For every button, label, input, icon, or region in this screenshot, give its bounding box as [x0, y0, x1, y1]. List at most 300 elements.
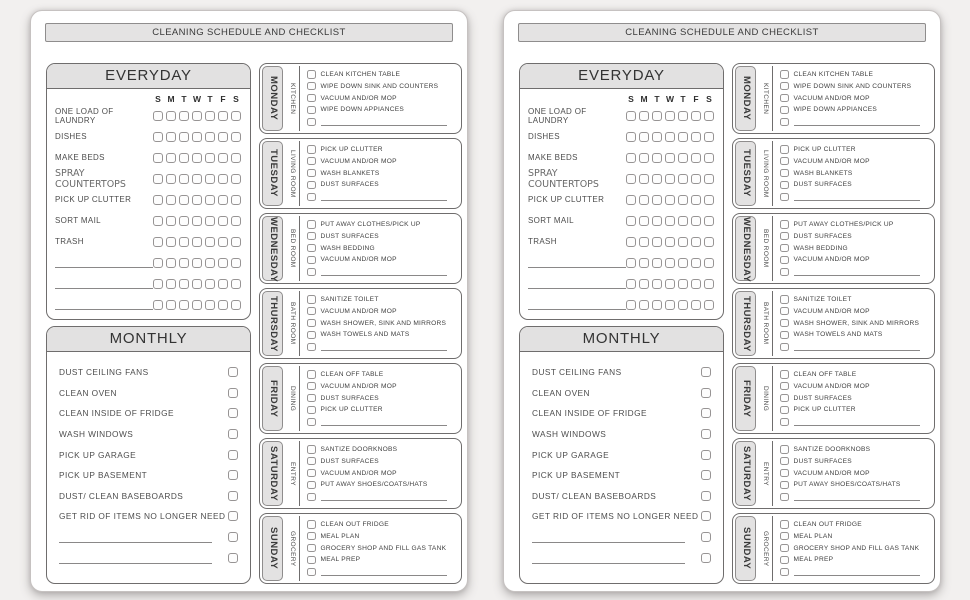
checkbox[interactable]: [678, 174, 688, 184]
checkbox[interactable]: [701, 388, 711, 398]
checkbox[interactable]: [153, 153, 163, 163]
checkbox[interactable]: [780, 157, 789, 166]
checkbox[interactable]: [626, 195, 636, 205]
checkbox[interactable]: [626, 174, 636, 184]
checkbox[interactable]: [192, 132, 202, 142]
room-label: BED ROOM: [757, 216, 773, 281]
day-task-row: [780, 267, 926, 278]
checkbox[interactable]: [780, 295, 789, 304]
day-task-label: MEAL PLAN: [793, 532, 833, 540]
checkbox[interactable]: [231, 153, 241, 163]
checkbox[interactable]: [678, 153, 688, 163]
weekday-initial: F: [220, 93, 226, 104]
checkbox[interactable]: [231, 174, 241, 184]
everyday-task-label: DISHES: [55, 132, 87, 141]
checkbox[interactable]: [166, 174, 176, 184]
write-in-line: [55, 300, 153, 310]
day-task-row: [307, 468, 453, 479]
checkbox[interactable]: [307, 343, 316, 352]
checkbox[interactable]: [307, 520, 316, 529]
checkbox[interactable]: [231, 237, 241, 247]
day-task-row: [307, 219, 453, 230]
checkbox[interactable]: [780, 382, 789, 391]
checkbox[interactable]: [665, 153, 675, 163]
checkbox[interactable]: [205, 111, 215, 121]
checkbox[interactable]: [678, 111, 688, 121]
weekly-column: [732, 63, 935, 584]
checkbox[interactable]: [701, 511, 711, 521]
checkbox[interactable]: [639, 195, 649, 205]
checkbox[interactable]: [780, 331, 789, 340]
checkbox[interactable]: [678, 279, 688, 289]
checkbox[interactable]: [307, 232, 316, 241]
checkbox[interactable]: [307, 307, 316, 316]
checkbox[interactable]: [228, 470, 238, 480]
day-task-row: [307, 519, 453, 530]
checkbox[interactable]: [179, 216, 189, 226]
checkbox[interactable]: [307, 406, 316, 415]
checkbox[interactable]: [701, 408, 711, 418]
checkbox[interactable]: [228, 367, 238, 377]
checkbox[interactable]: [192, 258, 202, 268]
checkbox[interactable]: [704, 300, 714, 310]
checkbox[interactable]: [153, 300, 163, 310]
checkbox[interactable]: [691, 300, 701, 310]
checkbox[interactable]: [307, 157, 316, 166]
checkbox[interactable]: [678, 300, 688, 310]
checkbox[interactable]: [307, 268, 316, 277]
checkbox[interactable]: [205, 216, 215, 226]
checkbox[interactable]: [704, 153, 714, 163]
checkbox[interactable]: [639, 300, 649, 310]
checkbox[interactable]: [701, 470, 711, 480]
checkbox[interactable]: [307, 244, 316, 253]
checkbox[interactable]: [780, 106, 789, 115]
checkbox[interactable]: [205, 279, 215, 289]
checkbox[interactable]: [780, 193, 789, 202]
day-task-label: MEAL PLAN: [320, 532, 360, 540]
checkbox[interactable]: [192, 195, 202, 205]
checkbox[interactable]: [231, 300, 241, 310]
checkbox[interactable]: [780, 370, 789, 379]
checkbox[interactable]: [307, 469, 316, 478]
checkbox[interactable]: [639, 279, 649, 289]
checkbox[interactable]: [179, 132, 189, 142]
checkbox[interactable]: [639, 258, 649, 268]
day-task-row: [307, 180, 453, 191]
checkbox[interactable]: [665, 132, 675, 142]
day-task-label: DUST SURFACES: [320, 394, 379, 402]
day-task-row: [780, 405, 926, 416]
page-columns: [46, 63, 462, 584]
checkbox[interactable]: [166, 111, 176, 121]
day-task-row: [780, 369, 926, 380]
checkbox[interactable]: [780, 520, 789, 529]
checkbox[interactable]: [192, 111, 202, 121]
checkbox[interactable]: [652, 279, 662, 289]
checkbox[interactable]: [205, 174, 215, 184]
checkbox[interactable]: [192, 153, 202, 163]
checkbox[interactable]: [780, 244, 789, 253]
checkbox[interactable]: [704, 111, 714, 121]
page-title: CLEANING SCHEDULE AND CHECKLIST: [518, 23, 926, 42]
checkbox[interactable]: [179, 237, 189, 247]
checkbox[interactable]: [780, 556, 789, 565]
day-task-label: GROCERY SHOP AND FILL GAS TANK: [793, 544, 920, 552]
checkbox[interactable]: [780, 70, 789, 79]
checkbox[interactable]: [153, 195, 163, 205]
day-task-row: [307, 543, 453, 554]
checkbox[interactable]: [780, 469, 789, 478]
checkbox[interactable]: [780, 493, 789, 502]
checkbox[interactable]: [307, 220, 316, 229]
checkbox[interactable]: [218, 132, 228, 142]
day-name-tab: FRIDAY: [735, 366, 756, 431]
checkbox[interactable]: [691, 111, 701, 121]
checkbox[interactable]: [228, 450, 238, 460]
monthly-task-row: [532, 444, 711, 465]
checkbox[interactable]: [704, 132, 714, 142]
checkbox[interactable]: [153, 216, 163, 226]
everyday-task-label: TRASH: [55, 237, 84, 246]
checkbox[interactable]: [665, 300, 675, 310]
checkbox[interactable]: [704, 279, 714, 289]
day-name-tab: SUNDAY: [262, 516, 283, 581]
checkbox[interactable]: [652, 237, 662, 247]
checkbox[interactable]: [307, 445, 316, 454]
checkbox[interactable]: [780, 568, 789, 577]
checkbox[interactable]: [704, 174, 714, 184]
checkbox[interactable]: [691, 216, 701, 226]
checkbox[interactable]: [665, 237, 675, 247]
checkbox[interactable]: [626, 132, 636, 142]
checkbox[interactable]: [166, 195, 176, 205]
checkbox[interactable]: [228, 429, 238, 439]
checkbox[interactable]: [701, 553, 711, 563]
checkbox[interactable]: [678, 258, 688, 268]
checkbox[interactable]: [780, 268, 789, 277]
day-block: [732, 63, 935, 134]
day-task-row: [780, 231, 926, 242]
everyday-task-row: [528, 210, 714, 231]
checkbox[interactable]: [780, 445, 789, 454]
everyday-task-label: MAKE BEDS: [528, 153, 578, 162]
checkbox[interactable]: [205, 132, 215, 142]
checkbox[interactable]: [691, 279, 701, 289]
monthly-task-row: [532, 527, 711, 548]
checkbox[interactable]: [665, 174, 675, 184]
checkbox[interactable]: [307, 370, 316, 379]
checkbox[interactable]: [639, 132, 649, 142]
checkbox[interactable]: [228, 408, 238, 418]
checkbox[interactable]: [179, 153, 189, 163]
day-task-label: VACUUM AND/OR MOP: [320, 256, 397, 264]
checkbox[interactable]: [639, 237, 649, 247]
checkbox[interactable]: [192, 174, 202, 184]
checkbox[interactable]: [307, 106, 316, 115]
checkbox[interactable]: [639, 216, 649, 226]
checkbox[interactable]: [780, 394, 789, 403]
checkbox[interactable]: [678, 132, 688, 142]
checkbox[interactable]: [704, 237, 714, 247]
checkbox[interactable]: [205, 153, 215, 163]
checkbox[interactable]: [780, 406, 789, 415]
checkbox[interactable]: [231, 216, 241, 226]
checkbox[interactable]: [626, 258, 636, 268]
checkbox[interactable]: [153, 279, 163, 289]
checkbox[interactable]: [307, 493, 316, 502]
checkbox[interactable]: [179, 300, 189, 310]
checkbox[interactable]: [153, 237, 163, 247]
checkbox[interactable]: [652, 300, 662, 310]
checkbox[interactable]: [665, 258, 675, 268]
checkbox[interactable]: [307, 568, 316, 577]
room-label: KITCHEN: [284, 66, 300, 131]
day-task-row: [307, 480, 453, 491]
checkbox[interactable]: [228, 511, 238, 521]
checkbox[interactable]: [307, 319, 316, 328]
checkbox[interactable]: [307, 94, 316, 103]
checkbox[interactable]: [780, 532, 789, 541]
checkbox[interactable]: [179, 111, 189, 121]
checkbox[interactable]: [307, 481, 316, 490]
checkbox[interactable]: [231, 195, 241, 205]
day-block: [259, 513, 462, 584]
day-task-label: VACUUM AND/OR MOP: [320, 94, 397, 102]
day-task-row: [780, 219, 926, 230]
day-task-row: [780, 168, 926, 179]
checkbox[interactable]: [652, 216, 662, 226]
day-name-tab: TUESDAY: [262, 141, 283, 206]
checkbox[interactable]: [780, 94, 789, 103]
checkbox[interactable]: [639, 174, 649, 184]
checkbox[interactable]: [205, 237, 215, 247]
checkbox[interactable]: [307, 82, 316, 91]
checkbox[interactable]: [307, 118, 316, 127]
checkbox[interactable]: [153, 132, 163, 142]
day-name-tab: FRIDAY: [262, 366, 283, 431]
checkbox[interactable]: [780, 256, 789, 265]
checkbox[interactable]: [780, 220, 789, 229]
checkbox[interactable]: [780, 181, 789, 190]
day-task-row: [307, 81, 453, 92]
day-task-label: DUST SURFACES: [793, 232, 852, 240]
checkbox[interactable]: [704, 195, 714, 205]
monthly-rows: [47, 352, 250, 568]
checkbox[interactable]: [691, 174, 701, 184]
everyday-task-row: [528, 273, 714, 294]
checkbox[interactable]: [166, 216, 176, 226]
write-in-line: [59, 531, 212, 543]
day-block: [259, 63, 462, 134]
checkbox[interactable]: [780, 82, 789, 91]
checkbox[interactable]: [218, 279, 228, 289]
day-task-row: [780, 93, 926, 104]
checkbox[interactable]: [639, 111, 649, 121]
checkbox[interactable]: [691, 195, 701, 205]
checkbox[interactable]: [701, 429, 711, 439]
checkbox[interactable]: [626, 279, 636, 289]
everyday-task-row: [55, 189, 241, 210]
day-task-label: CLEAN OFF TABLE: [320, 370, 384, 378]
everyday-task-row: [528, 147, 714, 168]
checkbox[interactable]: [704, 216, 714, 226]
checkbox[interactable]: [691, 132, 701, 142]
checkbox[interactable]: [307, 70, 316, 79]
checkbox[interactable]: [166, 300, 176, 310]
checkbox[interactable]: [307, 457, 316, 466]
checkbox[interactable]: [780, 481, 789, 490]
checkbox[interactable]: [665, 195, 675, 205]
checkbox[interactable]: [307, 418, 316, 427]
checkbox[interactable]: [701, 450, 711, 460]
checkbox[interactable]: [179, 279, 189, 289]
checkbox[interactable]: [780, 319, 789, 328]
checkbox[interactable]: [218, 258, 228, 268]
checkbox[interactable]: [153, 258, 163, 268]
checkbox[interactable]: [678, 195, 688, 205]
checkbox[interactable]: [218, 300, 228, 310]
monthly-task-row: [59, 527, 238, 548]
checkbox[interactable]: [780, 457, 789, 466]
weekday-initials-row: [55, 92, 241, 105]
day-task-row: [780, 381, 926, 392]
checkbox[interactable]: [307, 145, 316, 154]
checkbox[interactable]: [307, 331, 316, 340]
checkbox[interactable]: [231, 111, 241, 121]
checkbox[interactable]: [780, 544, 789, 553]
checkbox[interactable]: [780, 307, 789, 316]
checkbox[interactable]: [701, 491, 711, 501]
day-task-row: [307, 330, 453, 341]
checkbox[interactable]: [780, 118, 789, 127]
checkbox[interactable]: [652, 195, 662, 205]
checkbox[interactable]: [665, 279, 675, 289]
checkbox[interactable]: [218, 174, 228, 184]
checkbox[interactable]: [307, 394, 316, 403]
monthly-task-row: [59, 424, 238, 445]
checkbox[interactable]: [652, 132, 662, 142]
day-task-row: [780, 192, 926, 203]
checkbox[interactable]: [307, 544, 316, 553]
checkbox[interactable]: [166, 153, 176, 163]
checkbox[interactable]: [678, 216, 688, 226]
checkbox[interactable]: [691, 237, 701, 247]
checkbox[interactable]: [231, 132, 241, 142]
checkbox[interactable]: [192, 216, 202, 226]
checkbox[interactable]: [652, 111, 662, 121]
checkbox[interactable]: [626, 111, 636, 121]
checkbox[interactable]: [652, 174, 662, 184]
day-task-list: [300, 141, 459, 206]
checkbox[interactable]: [780, 169, 789, 178]
checkbox[interactable]: [639, 153, 649, 163]
day-task-label: PICK UP CLUTTER: [320, 145, 383, 153]
checkbox[interactable]: [307, 295, 316, 304]
checkbox[interactable]: [780, 232, 789, 241]
checkbox[interactable]: [205, 300, 215, 310]
write-in-line: [794, 268, 921, 276]
checkbox[interactable]: [701, 367, 711, 377]
write-in-line: [794, 493, 921, 501]
checkbox[interactable]: [179, 258, 189, 268]
checkbox[interactable]: [691, 258, 701, 268]
checkbox[interactable]: [780, 418, 789, 427]
day-task-row: [307, 144, 453, 155]
checkbox[interactable]: [665, 216, 675, 226]
checkbox[interactable]: [218, 153, 228, 163]
checkbox[interactable]: [205, 258, 215, 268]
checkbox[interactable]: [691, 153, 701, 163]
checkbox[interactable]: [307, 256, 316, 265]
checkbox[interactable]: [179, 174, 189, 184]
checkbox[interactable]: [231, 258, 241, 268]
checkbox[interactable]: [678, 237, 688, 247]
checkbox[interactable]: [307, 193, 316, 202]
checkbox[interactable]: [192, 279, 202, 289]
checkbox[interactable]: [218, 195, 228, 205]
weekday-checkbox-group: [626, 279, 714, 289]
checkbox[interactable]: [218, 111, 228, 121]
checkbox[interactable]: [166, 258, 176, 268]
checkbox[interactable]: [153, 111, 163, 121]
write-in-line: [528, 258, 626, 268]
day-task-row: [307, 318, 453, 329]
checkbox[interactable]: [626, 153, 636, 163]
checkbox[interactable]: [166, 237, 176, 247]
checkbox[interactable]: [626, 300, 636, 310]
checkbox[interactable]: [701, 532, 711, 542]
checkbox[interactable]: [166, 279, 176, 289]
checkbox[interactable]: [153, 174, 163, 184]
checkbox[interactable]: [228, 491, 238, 501]
write-in-line: [321, 118, 448, 126]
checkbox[interactable]: [307, 181, 316, 190]
checkbox[interactable]: [652, 258, 662, 268]
checkbox[interactable]: [205, 195, 215, 205]
checkbox[interactable]: [307, 556, 316, 565]
checkbox[interactable]: [665, 111, 675, 121]
checkbox[interactable]: [780, 145, 789, 154]
checkbox[interactable]: [704, 258, 714, 268]
checkbox[interactable]: [192, 300, 202, 310]
checkbox[interactable]: [307, 169, 316, 178]
checkbox[interactable]: [626, 216, 636, 226]
checkbox[interactable]: [166, 132, 176, 142]
monthly-task-label: GET RID OF ITEMS NO LONGER NEED: [532, 511, 699, 522]
checkbox[interactable]: [231, 279, 241, 289]
write-in-line: [794, 193, 921, 201]
checkbox[interactable]: [218, 216, 228, 226]
day-task-label: WASH SHOWER, SINK AND MIRRORS: [793, 319, 920, 327]
checkbox[interactable]: [307, 382, 316, 391]
day-block: [732, 288, 935, 359]
monthly-task-label: PICK UP BASEMENT: [59, 470, 148, 481]
checkbox[interactable]: [228, 553, 238, 563]
day-name-tab: WEDNESDAY: [262, 216, 283, 281]
checkbox[interactable]: [218, 237, 228, 247]
checkbox[interactable]: [780, 343, 789, 352]
checkbox[interactable]: [192, 237, 202, 247]
checkbox[interactable]: [307, 532, 316, 541]
checkbox[interactable]: [626, 237, 636, 247]
day-task-label: VACUUM AND/OR MOP: [320, 469, 397, 477]
checkbox[interactable]: [228, 532, 238, 542]
day-task-row: [780, 294, 926, 305]
checkbox[interactable]: [652, 153, 662, 163]
checkbox[interactable]: [228, 388, 238, 398]
checkbox[interactable]: [179, 195, 189, 205]
